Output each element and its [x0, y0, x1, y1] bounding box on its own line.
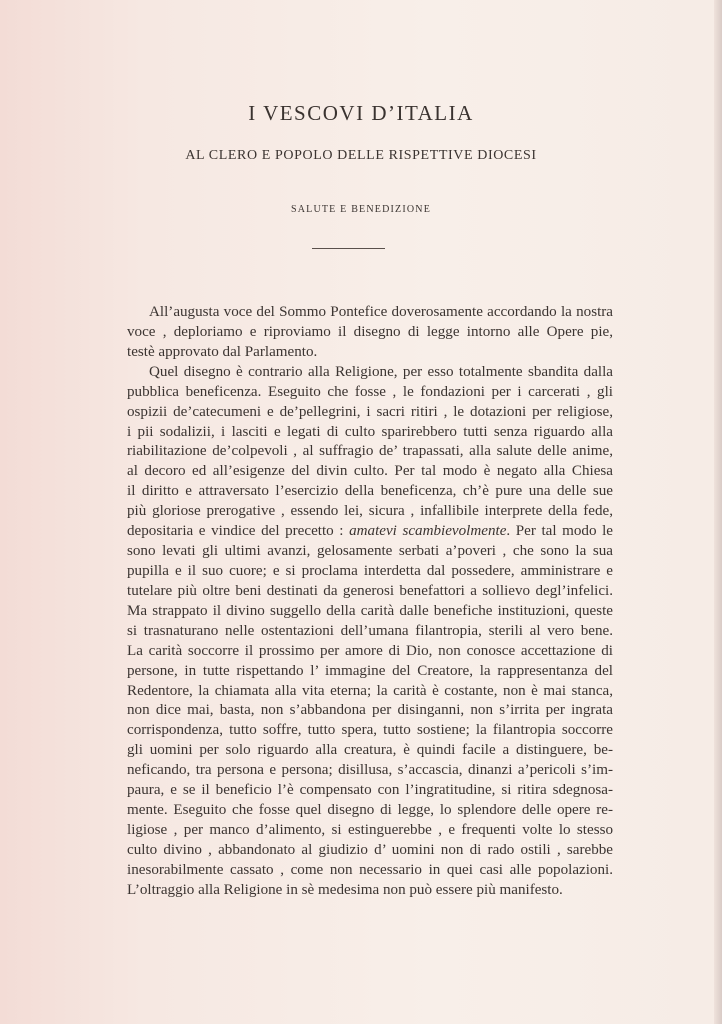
document-title: I VESCOVI D’ITALIA [248, 101, 474, 125]
text-line: pubblica beneficenza. Eseguito che fosse , le fondazioni per i carcerati , gli [127, 383, 613, 400]
text-line: mente. Eseguito che fosse quel disegno di legge, lo splendore delle opere re- [127, 802, 613, 819]
text-line: tutelare più oltre beni destinati da generosi benefattori a sollievo degl’infelici. [127, 582, 613, 599]
text-line: La carità soccorre il prossimo per amore di Dio, non conosce accettazione di [127, 642, 613, 659]
text-line: Redentore, la chiamata alla vita eterna; la carità è costante, non è mai stanca, [127, 682, 613, 699]
text-line: si trasnaturano nelle ostentazioni dell’umana filantropia, sterili al vero bene. [127, 622, 613, 639]
text-line: inesorabilmente cassato , come non necessario in quei casi alle popolazioni. [127, 861, 613, 878]
salutation: SALUTE E BENEDIZIONE [290, 204, 432, 215]
document-subtitle: AL CLERO E POPOLO DELLE RISPETTIVE DIOCESI [185, 148, 537, 163]
text-line: Ma strappato il divino suggello della carità dalle benefiche instituzioni, queste [127, 602, 613, 619]
text-line: riabilitazione de’colpevoli , al suffragio de’ trapassati, alla salute delle anime, [127, 443, 613, 460]
text-line: depositaria e vindice del precetto : amatevi scambievolmente. Per tal modo le [127, 523, 613, 540]
text-line: neficando, tra persona e persona; disillusa, s’accascia, dinanzi a’pericoli s’im- [127, 762, 613, 779]
text-line: Quel disegno è contrario alla Religione, per esso totalmente sbandita dalla [149, 363, 613, 380]
text-line: voce , deploriamo e riproviamo il disegno di legge intorno alle Opere pie, [127, 323, 613, 340]
text-line: pupilla e il suo cuore; e si proclama interdetta dal possedere, amministrare e [127, 562, 613, 579]
text-line: persone, in tutte rispettando l’ immagine del Creatore, la rappresentanza del [127, 662, 613, 679]
italic-quote: amatevi scambievolmente [349, 523, 507, 540]
divider-rule [312, 248, 385, 249]
text-line: paura, e se il beneficio l’è compensato con l’ingratitudine, si ritira sdegnosa- [127, 782, 613, 799]
text-line: più gloriose prerogative , essendo lei, sicura , infallibile interprete della fede, [127, 503, 613, 520]
text-line: testè approvato dal Parlamento. [127, 343, 318, 360]
text-line: All’augusta voce del Sommo Pontefice doverosamente accordando la nostra [149, 304, 613, 320]
text-line: sono levati gli ultimi avanzi, gelosamente serbati a’poveri , che sono la sua [127, 543, 613, 560]
text-line: ligiose , per manco d’alimento, si estinguerebbe , e frequenti volte lo stesso [127, 821, 613, 838]
text-line: corrispondenza, tutto soffre, tutto spera, tutto sostiene; la filantropia soccorre [127, 722, 613, 739]
text-line: gli uomini per solo riguardo alla creatura, è quindi facile a distinguere, be- [127, 742, 613, 759]
text-line: non dice mai, basta, non s’abbandona per disinganni, non s’irrita per ingrata [127, 702, 613, 719]
document-body [127, 303, 613, 901]
text-line: L’oltraggio alla Religione in sè medesima non può essere più manifesto. [127, 881, 563, 898]
text-line: ospizii de’catecumeni e de’pellegrini, i sacri ritiri , le dotazioni per religiose, [127, 403, 613, 420]
text-line: i pii sodalizii, i lasciti e legati di culto sparirebbero tutti senza riguardo alla [127, 423, 613, 440]
text-line: al decoro ed all’esigenze del divin culto. Per tal modo è negato alla Chiesa [127, 463, 613, 480]
text-line: culto divino , abbandonato al giudizio d’ uomini non di rado ostili , sarebbe [127, 841, 613, 858]
text-line: il diritto e attraversato l’esercizio della beneficenza, ch’è pure una delle sue [127, 483, 613, 500]
